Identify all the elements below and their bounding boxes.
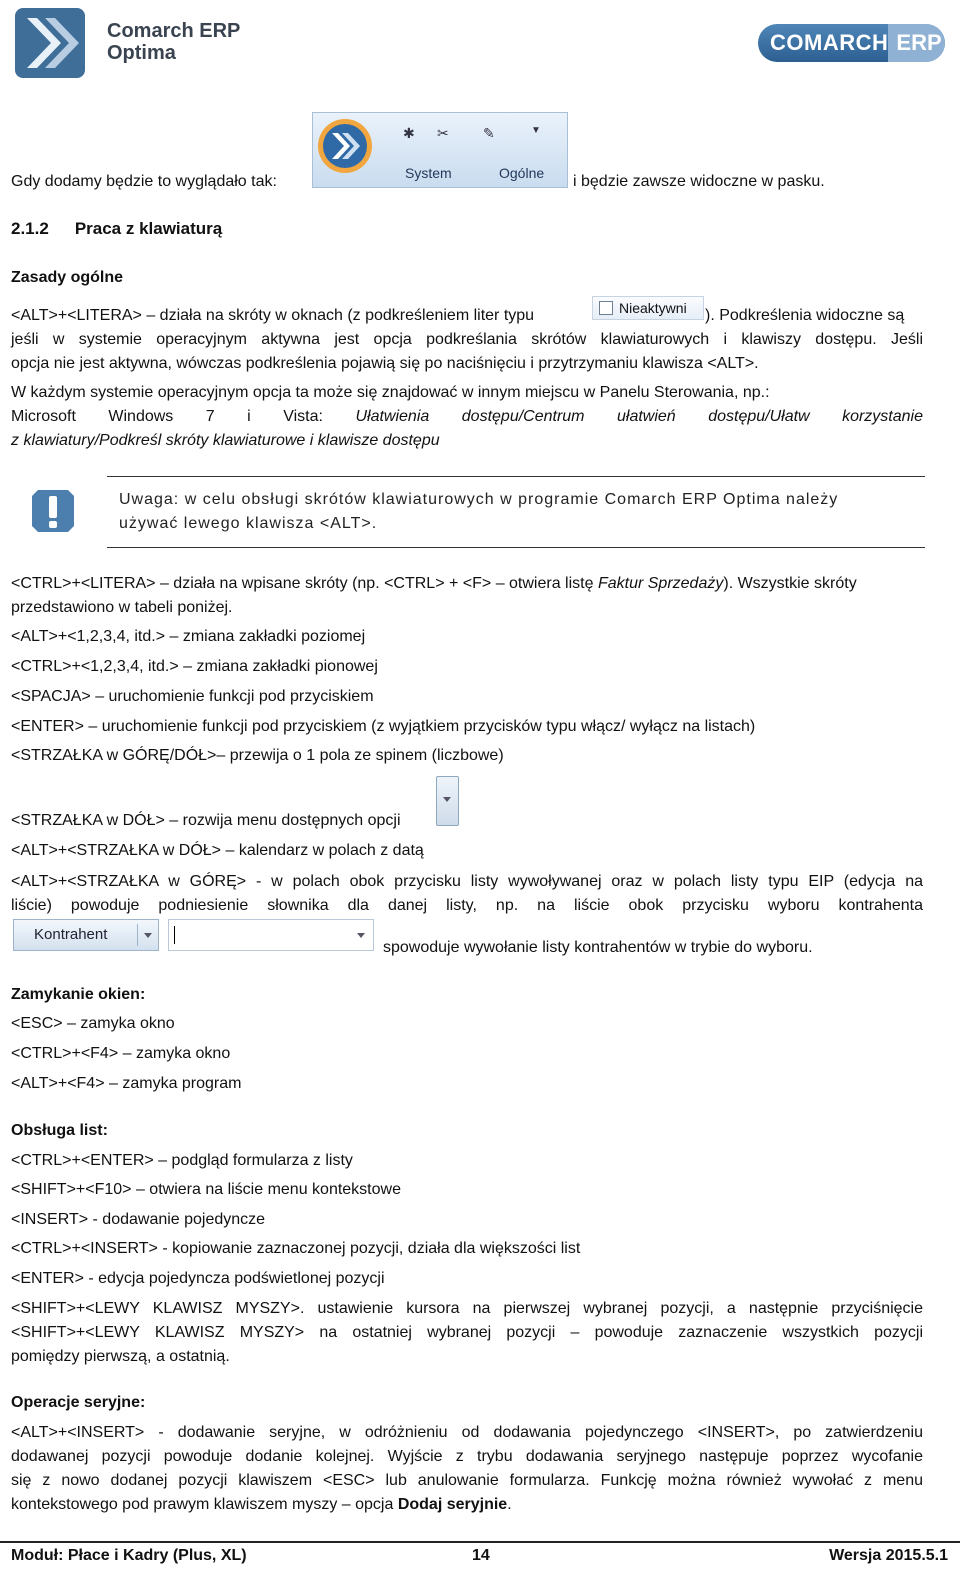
lists-line: <CTRL>+<ENTER> – podgląd formularza z listy <box>11 1152 353 1169</box>
closing-line: <ALT>+<F4> – zamyka program <box>11 1075 242 1092</box>
checkbox-icon <box>599 301 613 315</box>
shortcut-line: <CTRL>+<1,2,3,4, itd.> – zmiana zakładki pionowej <box>11 658 378 675</box>
kontrahent-button[interactable]: Kontrahent <box>13 919 159 951</box>
alt-shortcut-text: <ALT>+<LITERA> – działa na skróty w oknach (z podkreśleniem liter typu <box>11 307 535 324</box>
os-info-line2: Microsoft Windows 7 i Vista: Ułatwienia dostępu/Centrum ułatwień dostępu/Ułatw korzystanie <box>11 408 924 425</box>
comarch-optima-logo-icon <box>15 8 85 78</box>
serial-heading: Operacje seryjne: <box>11 1394 146 1411</box>
shift-click-line1: <SHIFT>+<LEWY KLAWISZ MYSZY>. ustawienie kursora na pierwszej wybranej pozycji, a następnie przyciśnięcie <box>11 1300 923 1317</box>
closing-heading: Zamykanie okien: <box>11 986 146 1003</box>
alt-shortcut-text-cont: ). Podkreślenia widoczne są <box>705 307 905 324</box>
shortcut-line: <ENTER> – uruchomienie funkcji pod przyciskiem (z wyjątkiem przycisków typu włącz/ wyłącz na listach) <box>11 718 756 735</box>
alt-shortcut-line3: opcja nie jest aktywna, wówczas podkreślenia pojawią się po naciśnięciu i przytrzymaniu klawisza <ALT>. <box>11 355 759 372</box>
shortcut-line: <SPACJA> – uruchomienie funkcji pod przyciskiem <box>11 688 374 705</box>
shortcut-line: <ALT>+<1,2,3,4, itd.> – zmiana zakładki poziomej <box>11 628 366 645</box>
dropdown-button-example[interactable] <box>436 776 459 826</box>
lists-line: <ENTER> - edycja pojedyncza podświetlonej pozycji <box>11 1270 385 1287</box>
general-rules-heading: Zasady ogólne <box>11 269 124 286</box>
note-text: Uwaga: w celu obsługi skrótów klawiaturowych w programie Comarch ERP Optima należy używać lewego klawisza <ALT>. <box>119 491 839 532</box>
os-info-line3: z klawiatury/Podkreśl skróty klawiaturowe i klawisze dostępu <box>11 432 440 449</box>
serial-line1: <ALT>+<INSERT> - dodawanie seryjne, w odróżnieniu od dodawania pojedynczego <INSERT>, po zatwierdzeniu <box>11 1424 923 1441</box>
closing-line: <ESC> – zamyka okno <box>11 1015 175 1032</box>
comarch-erp-badge: COMARCH ERP <box>758 24 945 62</box>
chevron-down-icon <box>443 797 451 802</box>
alt-shortcut-line2: jeśli w systemie operacyjnym aktywna jest opcja podkreślania skrótów klawiaturowych i klawiszy dostępu. Jeśli <box>11 331 923 348</box>
alt-arrow-down-text: <ALT>+<STRZAŁKA w DÓŁ> – kalendarz w polach z datą <box>11 842 424 859</box>
note-top-rule <box>107 476 925 477</box>
shift-click-line3: pomiędzy pierwszą, a ostatnią. <box>11 1348 230 1365</box>
closing-line: <CTRL>+<F4> – zamyka okno <box>11 1045 231 1062</box>
toolbar-general-label[interactable]: Ogólne <box>499 165 545 181</box>
chevron-down-icon <box>144 933 152 938</box>
serial-line2: dodawanej pozycji powoduje dodanie kolejnej. Wyjście z trybu dodawania seryjnego następuje poprzez wycofanie <box>11 1448 923 1465</box>
ctrl-shortcut-line2: przedstawiono w tabeli poniżej. <box>11 599 233 616</box>
serial-line3: się z nowo dodanej pozycji klawiszem <ESC> lub anulowanie formularza. Funkcję można również wywołać z menu <box>11 1472 923 1489</box>
folder-icon: ✎ <box>483 125 495 141</box>
chevron-down-icon <box>357 933 365 938</box>
footer-rule <box>0 1541 960 1543</box>
ctrl-shortcut-text: <CTRL>+<LITERA> – działa na wpisane skróty (np. <CTRL> + <F> – otwiera listę Faktur Sprzedaży). Wszystkie skróty <box>11 575 857 592</box>
section-heading: 2.1.2 Praca z klawiaturą <box>11 219 223 238</box>
toolbar-intro-text: Gdy dodamy będzie to wyglądało tak: <box>11 173 277 190</box>
kontrahent-after-text: spowoduje wywołanie listy kontrahentów w trybie do wyboru. <box>383 939 813 956</box>
footer-version: Wersja 2015.5.1 <box>829 1547 948 1564</box>
lists-line: <SHIFT>+<F10> – otwiera na liście menu kontekstowe <box>11 1181 401 1198</box>
lists-line: <CTRL>+<INSERT> - kopiowanie zaznaczonej pozycji, działa dla większości list <box>11 1240 581 1257</box>
footer-page-number: 14 <box>472 1547 490 1564</box>
brand-name: Comarch ERP Optima <box>107 20 241 64</box>
optima-ribbon-logo-icon <box>316 117 374 175</box>
inactive-checkbox-example: Nieaktywni <box>592 296 704 320</box>
arrow-down-text: <STRZAŁKA w DÓŁ> – rozwija menu dostępnych opcji <box>11 812 401 829</box>
footer-module: Moduł: Płace i Kadry (Plus, XL) <box>11 1547 247 1564</box>
kontrahent-field[interactable] <box>168 919 374 951</box>
tools-icon: ✂ <box>437 125 449 141</box>
serial-line4: kontekstowego pod prawym klawiszem myszy – opcja Dodaj seryjnie. <box>11 1496 512 1513</box>
warning-icon <box>30 488 76 534</box>
shift-click-line2: <SHIFT>+<LEWY KLAWISZ MYSZY> na ostatniej wybranej pozycji – powoduje zaznaczenie wszystkich pozycji <box>11 1324 923 1341</box>
os-info-line1: W każdym systemie operacyjnym opcja ta może się znajdować w innym miejscu w Panelu Sterowania, np.: <box>11 384 770 401</box>
alt-arrow-up-line1: <ALT>+<STRZAŁKA w GÓRĘ> - w polach obok przycisku listy wywoływanej oraz w polach listy typu EIP (edycja na <box>11 873 923 890</box>
alt-arrow-up-line2: liście) powoduje podniesienie słownika dla danej listy, np. na liście obok przycisku wyboru kontrahenta <box>11 897 923 914</box>
toolbar-screenshot <box>312 112 568 188</box>
toolbar-intro-after: i będzie zawsze widoczne w pasku. <box>573 173 825 190</box>
toolbar-system-label[interactable]: System <box>405 165 452 181</box>
bug-icon: ✱ <box>403 125 415 141</box>
shortcut-line: <STRZAŁKA w GÓRĘ/DÓŁ>– przewija o 1 pola ze spinem (liczbowe) <box>11 747 504 764</box>
note-bottom-rule <box>107 547 925 548</box>
lists-line: <INSERT> - dodawanie pojedyncze <box>11 1211 266 1228</box>
lists-heading: Obsługa list: <box>11 1122 108 1139</box>
dropdown-icon: ▼ <box>531 125 541 136</box>
